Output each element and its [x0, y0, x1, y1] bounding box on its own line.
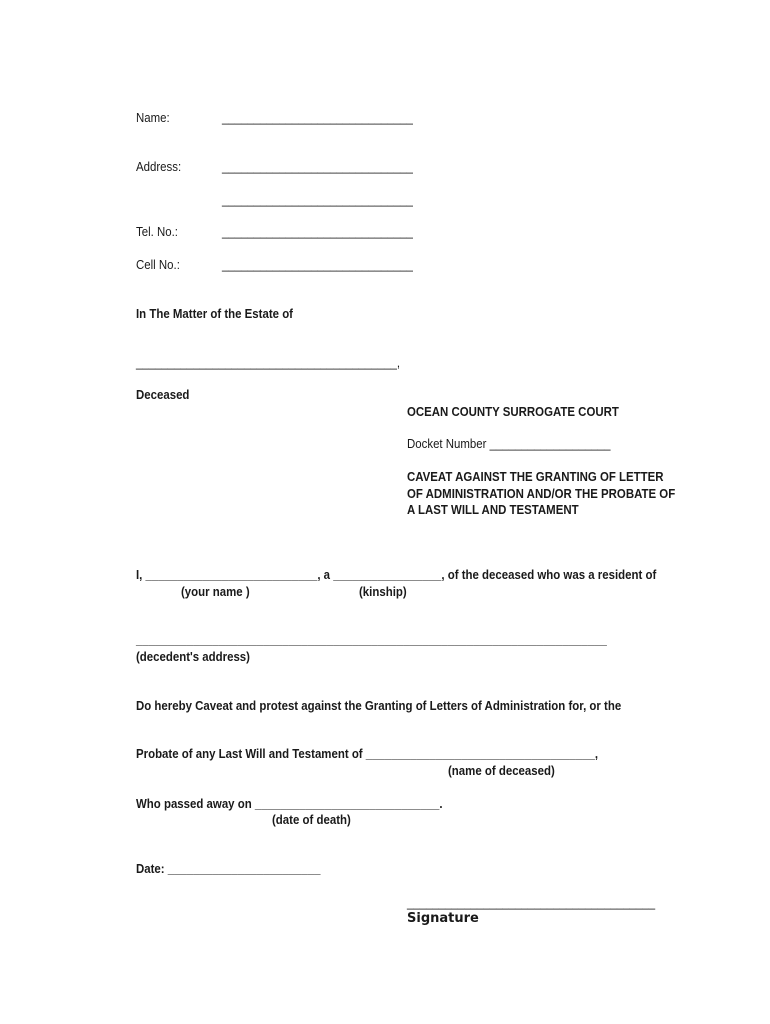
cell-field-line[interactable]: ______________________________ [222, 257, 413, 272]
signature-line[interactable]: _______________________________________ [407, 895, 656, 910]
caveat-title-line-1: CAVEAT AGAINST THE GRANTING OF LETTER [407, 469, 664, 484]
estate-heading: In The Matter of the Estate of [136, 306, 293, 321]
name-label: Name: [136, 110, 170, 125]
passed-away-line[interactable]: Who passed away on _____________________________. [136, 796, 443, 811]
signature-label: Signature [407, 911, 479, 926]
decedent-address-line[interactable]: __________________________________________________________________________ [136, 632, 607, 647]
tel-field-line[interactable]: ______________________________ [222, 224, 413, 239]
decedent-address-caption: (decedent's address) [136, 649, 250, 664]
statement-line[interactable]: I, ___________________________, a _________________, of the deceased who was a resident of [136, 567, 657, 582]
probate-line[interactable]: Probate of any Last Will and Testament of ____________________________________, [136, 746, 599, 761]
address-field-line-1[interactable]: ______________________________ [222, 159, 413, 174]
estate-name-line[interactable]: _________________________________________, [136, 355, 401, 370]
kinship-caption: (kinship) [359, 584, 407, 599]
tel-label: Tel. No.: [136, 224, 178, 239]
court-name: OCEAN COUNTY SURROGATE COURT [407, 404, 619, 419]
name-of-deceased-caption: (name of deceased) [448, 763, 555, 778]
caveat-sentence: Do hereby Caveat and protest against the Granting of Letters of Administration for, or the [136, 698, 622, 713]
name-field-line[interactable]: ______________________________ [222, 110, 413, 125]
caveat-title-line-2: OF ADMINISTRATION AND/OR THE PROBATE OF [407, 486, 676, 501]
address-label: Address: [136, 159, 182, 174]
date-line[interactable]: Date: ________________________ [136, 861, 321, 876]
docket-number-line[interactable]: Docket Number ___________________ [407, 436, 611, 451]
cell-label: Cell No.: [136, 257, 180, 272]
caveat-title-line-3: A LAST WILL AND TESTAMENT [407, 502, 579, 517]
date-of-death-caption: (date of death) [272, 812, 351, 827]
deceased-label: Deceased [136, 387, 190, 402]
address-field-line-2[interactable]: ______________________________ [222, 192, 413, 207]
your-name-caption: (your name ) [181, 584, 250, 599]
